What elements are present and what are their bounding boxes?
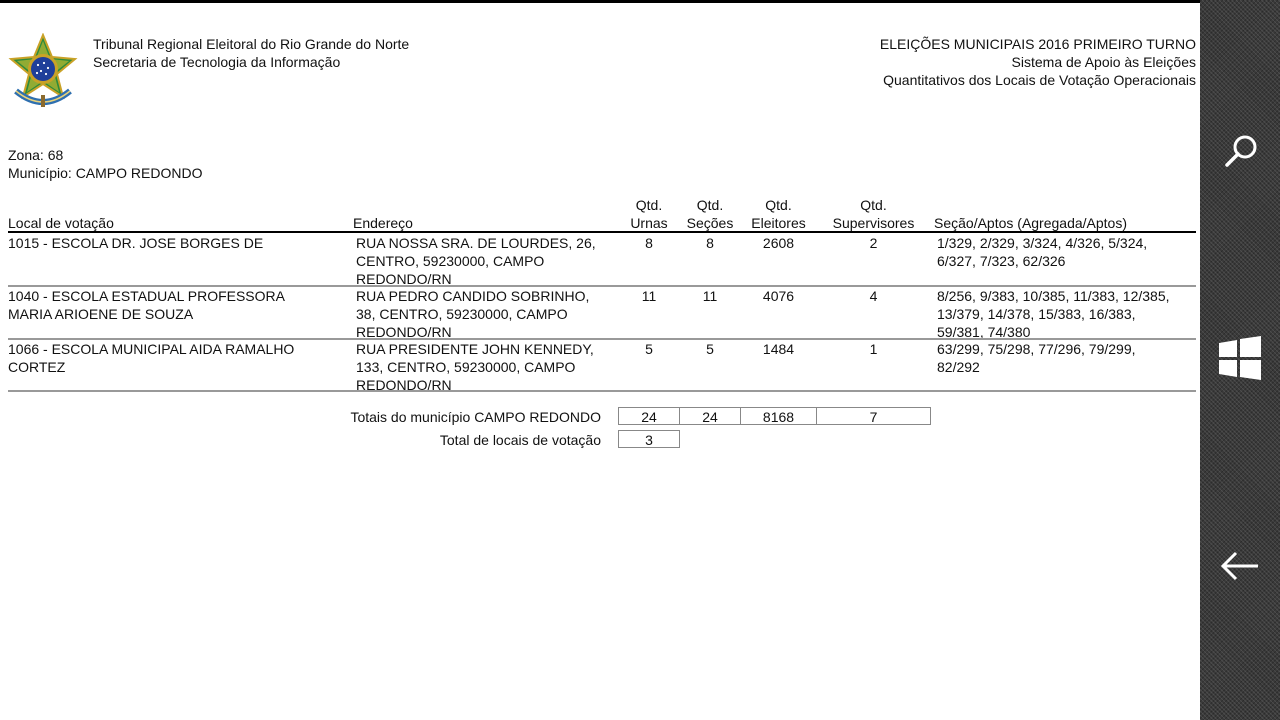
row-secao-aptos <box>937 234 1197 270</box>
emblem-globe <box>31 57 55 81</box>
row-endereco <box>356 234 618 288</box>
report-title-header <box>880 35 1196 89</box>
row-endereco-line3: REDONDO/RN <box>356 271 452 287</box>
row-endereco-line3: REDONDO/RN <box>356 324 452 340</box>
report-name: Quantitativos dos Locais de Votação Operacionais <box>883 72 1196 88</box>
row-endereco-line3: REDONDO/RN <box>356 377 452 393</box>
row-secoes: 8 <box>706 235 714 251</box>
header-local: Local de votação <box>8 215 114 231</box>
header-eleitores-line1: Qtd. <box>765 197 792 213</box>
row-eleitores: 4076 <box>762 288 795 304</box>
row-secoes: 11 <box>702 288 718 304</box>
header-urnas-line1: Qtd. <box>635 197 663 213</box>
search-icon[interactable] <box>1215 125 1265 175</box>
system-name: Sistema de Apoio às Eleições <box>1011 54 1196 70</box>
row-secao-line1: 63/299, 75/298, 77/296, 79/299, <box>937 341 1136 357</box>
row-secao-line2: 13/379, 14/378, 15/383, 16/383, <box>937 306 1136 322</box>
row-local <box>8 287 348 323</box>
top-border <box>0 0 1200 3</box>
row-endereco-line1: RUA NOSSA SRA. DE LOURDES, 26, <box>356 235 596 251</box>
table-bottom-rule <box>8 390 1196 392</box>
organization-header <box>93 35 409 71</box>
back-arrow-icon[interactable] <box>1215 541 1265 591</box>
row-local-line1: 1066 - ESCOLA MUNICIPAL AIDA RAMALHO <box>8 341 295 357</box>
org-department: Secretaria de Tecnologia da Informação <box>93 54 341 70</box>
row-endereco-line2: CENTRO, 59230000, CAMPO <box>356 253 545 269</box>
row-local-line1: 1040 - ESCOLA ESTADUAL PROFESSORA <box>8 288 285 304</box>
row-local-line2: CORTEZ <box>8 359 66 375</box>
header-supervisores-line1: Qtd. <box>860 197 887 213</box>
row-urnas: 5 <box>645 341 653 357</box>
row-endereco <box>356 287 618 341</box>
brazil-coat-of-arms-icon <box>8 33 78 111</box>
row-secao-aptos <box>937 340 1197 376</box>
row-secao-line2: 82/292 <box>937 359 980 375</box>
total-locais-label: Total de locais de votação <box>439 432 601 448</box>
election-title: ELEIÇÕES MUNICIPAIS 2016 PRIMEIRO TURNO <box>879 36 1196 52</box>
row-urnas: 8 <box>645 235 653 251</box>
municipio-label: Município: CAMPO REDONDO <box>8 165 203 181</box>
row-endereco-line2: 38, CENTRO, 59230000, CAMPO <box>356 306 568 322</box>
row-local-line1: 1015 - ESCOLA DR. JOSE BORGES DE <box>8 235 264 251</box>
row-local <box>8 234 348 252</box>
header-rule <box>8 231 1196 233</box>
header-supervisores <box>817 196 930 232</box>
row-eleitores: 1484 <box>762 341 795 357</box>
row-endereco-line2: 133, CENTRO, 59230000, CAMPO <box>356 359 576 375</box>
row-supervisores: 4 <box>869 288 878 304</box>
row-endereco-line1: RUA PRESIDENTE JOHN KENNEDY, <box>356 341 594 357</box>
row-supervisores: 2 <box>869 235 878 251</box>
row-supervisores: 1 <box>869 341 878 357</box>
zona-label: Zona: 68 <box>8 147 64 163</box>
row-secao-aptos <box>937 287 1197 341</box>
row-endereco-line1: RUA PEDRO CANDIDO SOBRINHO, <box>356 288 590 304</box>
total-urnas: 24 <box>618 407 680 425</box>
row-secao-line1: 1/329, 2/329, 3/324, 4/326, 5/324, <box>937 235 1148 251</box>
total-eleitores: 8168 <box>740 407 817 425</box>
header-eleitores <box>741 196 816 232</box>
total-secoes: 24 <box>679 407 741 425</box>
windows-icon[interactable] <box>1215 333 1265 383</box>
header-supervisores-line2: Supervisores <box>832 215 915 231</box>
row-secao-line2: 6/327, 7/323, 62/326 <box>937 253 1066 269</box>
header-secoes <box>680 196 740 232</box>
org-name: Tribunal Regional Eleitoral do Rio Grande do Norte <box>93 36 410 52</box>
row-endereco <box>356 340 618 394</box>
header-secoes-line2: Seções <box>686 215 734 231</box>
row-secao-line3: 59/381, 74/380 <box>937 324 1031 340</box>
total-locais: 3 <box>618 430 680 448</box>
header-endereco: Endereço <box>353 215 413 231</box>
header-urnas <box>619 196 679 232</box>
total-supervisores: 7 <box>816 407 931 425</box>
location-info <box>8 146 202 182</box>
row-local-line2: MARIA ARIOENE DE SOUZA <box>8 306 194 322</box>
header-eleitores-line2: Eleitores <box>751 215 806 231</box>
row-local <box>8 340 348 376</box>
row-eleitores: 2608 <box>762 235 795 251</box>
header-urnas-line2: Urnas <box>630 215 668 231</box>
row-secao-line1: 8/256, 9/383, 10/385, 11/383, 12/385, <box>937 288 1170 304</box>
row-secoes: 5 <box>706 341 714 357</box>
totals-label: Totais do município CAMPO REDONDO <box>350 409 601 425</box>
header-secao-aptos: Seção/Aptos (Agregada/Aptos) <box>934 215 1128 231</box>
row-urnas: 11 <box>641 288 657 304</box>
header-secoes-line1: Qtd. <box>696 197 724 213</box>
charms-bar <box>1200 0 1280 720</box>
